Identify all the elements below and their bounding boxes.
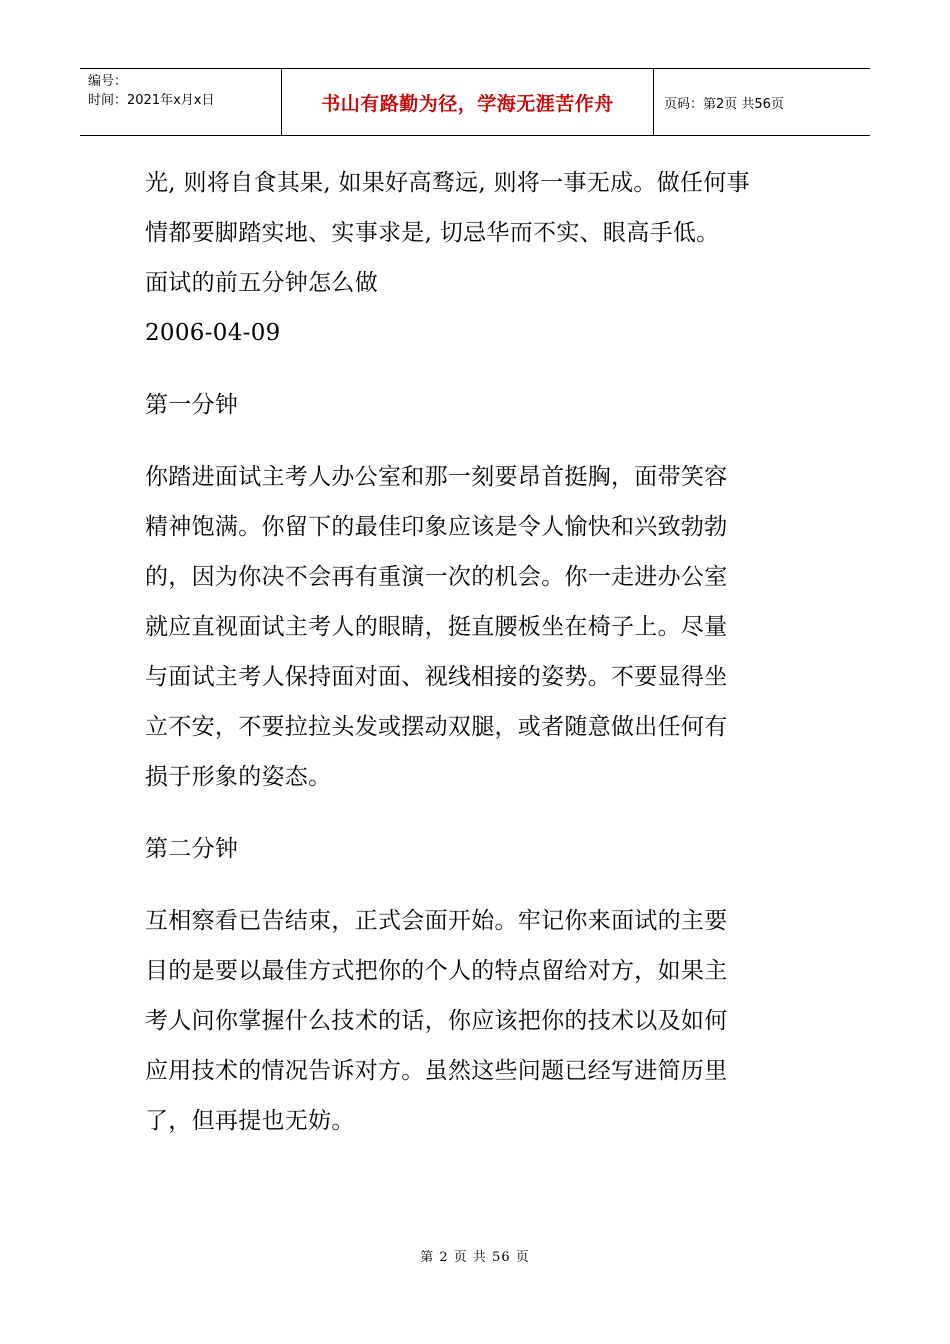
body-line: 情都要脚踏实地、实事求是, 切忌华而不实、眼高手低。 (145, 220, 720, 246)
body-line: 损于形象的姿态。 (145, 764, 332, 790)
document-number-label: 编号： (88, 74, 128, 89)
spacer (145, 880, 810, 902)
body-line: 立不安，不要拉拉头发或摆动双腿，或者随意做出任何有 (145, 714, 728, 740)
page-footer: 第 2 页 共 56 页 (420, 1250, 530, 1265)
spacer (145, 364, 810, 386)
body-line: 精神饱满。你留下的最佳印象应该是令人愉快和兴致勃勃 (145, 514, 728, 540)
section-heading-second-minute: 第二分钟 (145, 836, 239, 862)
header-page-info: 页码：第2页 共56页 (664, 96, 784, 112)
body-line: 互相察看已告结束，正式会面开始。牢记你来面试的主要 (145, 908, 728, 934)
body-line: 就应直视面试主考人的眼睛，挺直腰板坐在椅子上。尽量 (145, 614, 728, 640)
page-header (80, 68, 870, 136)
spacer (145, 436, 810, 458)
body-line: 与面试主考人保持面对面、视线相接的姿势。不要显得坐 (145, 664, 728, 690)
article-title: 面试的前五分钟怎么做 (145, 270, 378, 296)
body-line: 光, 则将自食其果, 如果好高骛远, 则将一事无成。做任何事 (145, 170, 750, 196)
body-line: 你踏进面试主考人办公室和那一刻要昂首挺胸，面带笑容 (145, 464, 728, 490)
body-line: 目的是要以最佳方式把你的个人的特点留给对方，如果主 (145, 958, 728, 984)
body-line: 应用技术的情况告诉对方。虽然这些问题已经写进简历里 (145, 1058, 728, 1084)
spacer (145, 808, 810, 830)
article-date: 2006-04-09 (145, 320, 281, 346)
body-line: 的，因为你决不会再有重演一次的机会。你一走进办公室 (145, 564, 728, 590)
body-line: 了，但再提也无妨。 (145, 1108, 355, 1134)
body-line: 考人问你掌握什么技术的话，你应该把你的技术以及如何 (145, 1008, 728, 1034)
section-heading-first-minute: 第一分钟 (145, 392, 239, 418)
document-time-label: 时间：2021年x月x日 (88, 93, 215, 108)
document-body (145, 164, 810, 1152)
header-motto: 书山有路勤为径，学海无涯苦作舟 (282, 69, 654, 135)
header-meta (80, 69, 282, 135)
